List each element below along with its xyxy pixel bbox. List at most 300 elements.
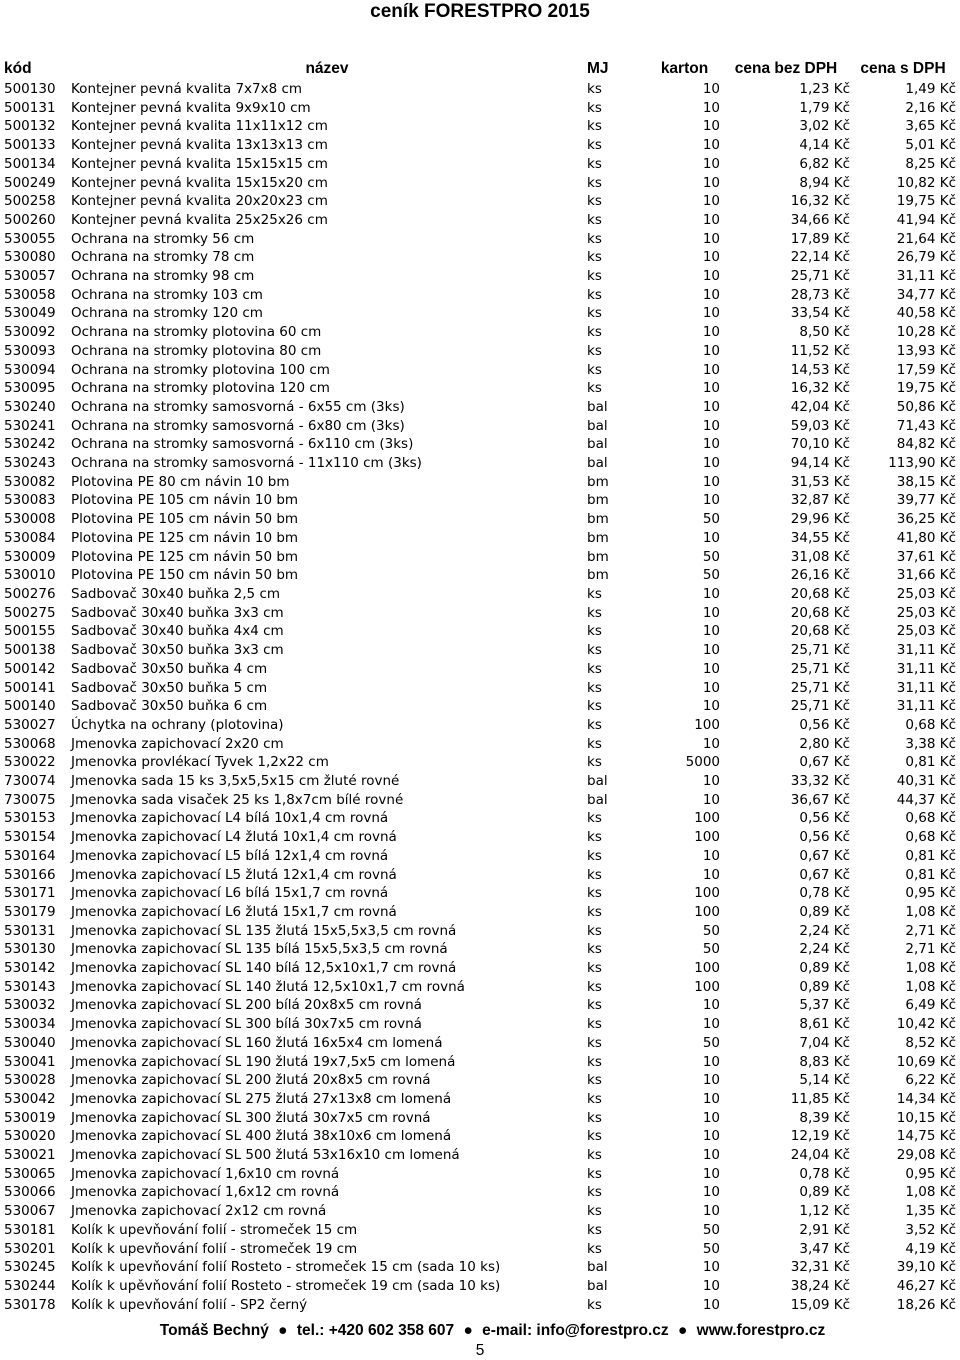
unit: ks (587, 324, 602, 341)
price-gross: 113,90 Kč (888, 455, 956, 472)
price-gross: 31,11 Kč (896, 642, 956, 659)
table-row (4, 117, 956, 136)
price-gross: 0,95 Kč (905, 885, 956, 902)
unit: bal (587, 436, 608, 453)
karton-qty: 50 (702, 941, 720, 958)
unit: ks (587, 1296, 602, 1313)
karton-qty: 10 (702, 473, 720, 490)
price-gross: 0,81 Kč (905, 754, 956, 771)
unit: ks (587, 754, 602, 771)
karton-qty: 10 (702, 1147, 720, 1164)
product-name: Jmenovka zapichovací SL 140 žlutá 12,5x10x1,7 cm rovná (71, 978, 465, 995)
product-code: 530143 (4, 978, 56, 995)
karton-qty: 10 (702, 249, 720, 266)
product-code: 530058 (4, 286, 56, 303)
price-net: 0,67 Kč (799, 866, 850, 883)
price-gross: 44,37 Kč (896, 791, 956, 808)
product-code: 500249 (4, 174, 56, 191)
product-name: Sadbovač 30x50 buňka 5 cm (71, 679, 268, 696)
price-gross: 17,59 Kč (896, 361, 956, 378)
product-name: Sadbovač 30x50 buňka 4 cm (71, 660, 268, 677)
unit: ks (587, 81, 602, 97)
price-gross: 2,71 Kč (905, 922, 956, 939)
table-row (4, 174, 956, 193)
table-row (4, 304, 956, 323)
table-row (4, 959, 956, 978)
table-row (4, 417, 956, 436)
price-net: 20,68 Kč (790, 585, 850, 602)
table-row (4, 660, 956, 679)
unit: ks (587, 829, 602, 846)
karton-qty: 10 (702, 99, 720, 116)
product-code: 530181 (4, 1221, 56, 1238)
product-code: 500132 (4, 118, 56, 135)
unit: ks (587, 679, 602, 696)
price-net: 8,61 Kč (799, 1016, 850, 1033)
table-row (4, 548, 956, 567)
unit: ks (587, 997, 602, 1014)
table-row (4, 585, 956, 604)
table-row (4, 379, 956, 398)
product-code: 530034 (4, 1016, 56, 1033)
unit: ks (587, 642, 602, 659)
table-row (4, 1221, 956, 1240)
price-net: 31,08 Kč (790, 548, 850, 565)
unit: ks (587, 922, 602, 939)
table-row (4, 1015, 956, 1034)
price-gross: 50,86 Kč (896, 398, 956, 415)
unit: ks (587, 1203, 602, 1220)
product-code: 530042 (4, 1090, 56, 1107)
table-row (4, 155, 956, 174)
unit: ks (587, 941, 602, 958)
karton-qty: 10 (702, 1128, 720, 1145)
unit: ks (587, 342, 602, 359)
product-code: 500138 (4, 642, 56, 659)
table-row (4, 136, 956, 155)
price-gross: 3,52 Kč (905, 1221, 956, 1238)
product-code: 530009 (4, 548, 56, 565)
price-gross: 14,75 Kč (896, 1128, 956, 1145)
product-code: 530083 (4, 492, 56, 509)
karton-qty: 100 (694, 885, 720, 902)
price-gross: 14,34 Kč (896, 1090, 956, 1107)
price-net: 59,03 Kč (790, 417, 850, 434)
unit: bal (587, 1278, 608, 1294)
table-row (4, 473, 956, 492)
product-name: Jmenovka zapichovací SL 200 bílá 20x8x5 cm rovná (71, 997, 422, 1014)
product-code: 530164 (4, 847, 56, 864)
price-gross: 39,10 Kč (896, 1259, 956, 1276)
price-net: 1,79 Kč (799, 99, 850, 116)
product-code: 530020 (4, 1128, 56, 1145)
karton-qty: 10 (702, 1165, 720, 1182)
price-gross: 25,03 Kč (896, 585, 956, 602)
price-net: 0,56 Kč (799, 829, 850, 846)
price-gross: 13,93 Kč (896, 342, 956, 359)
price-gross: 8,25 Kč (905, 155, 956, 172)
unit: ks (587, 99, 602, 116)
product-name: Sadbovač 30x40 buňka 2,5 cm (71, 585, 281, 602)
karton-qty: 100 (694, 903, 720, 920)
page-title: ceník FORESTPRO 2015 (370, 1, 590, 22)
table-row (4, 529, 956, 548)
table-row (4, 604, 956, 623)
product-code: 530068 (4, 735, 56, 752)
price-net: 24,04 Kč (790, 1147, 850, 1164)
price-net: 33,54 Kč (790, 305, 850, 322)
price-gross: 6,49 Kč (905, 997, 956, 1014)
price-net: 5,37 Kč (799, 997, 850, 1014)
unit: ks (587, 623, 602, 640)
price-net: 0,67 Kč (799, 754, 850, 771)
price-net: 8,83 Kč (799, 1053, 850, 1070)
price-gross: 2,71 Kč (905, 941, 956, 958)
karton-qty: 10 (702, 773, 720, 790)
product-name: Jmenovka sada visaček 25 ks 1,8x7cm bílé rovné (71, 791, 404, 808)
product-name: Ochrana na stromky 120 cm (71, 305, 263, 322)
page-number: 5 (475, 1342, 485, 1359)
product-code: 530242 (4, 436, 56, 453)
product-code: 500141 (4, 679, 56, 696)
karton-qty: 10 (702, 155, 720, 172)
price-gross: 3,65 Kč (905, 118, 956, 135)
karton-qty: 10 (702, 679, 720, 696)
header-price-gross: cena s DPH (860, 60, 946, 77)
price-gross: 10,69 Kč (896, 1053, 956, 1070)
unit: ks (587, 604, 602, 621)
table-row (4, 435, 956, 454)
karton-qty: 10 (702, 1203, 720, 1220)
product-name: Jmenovka provlékací Tyvek 1,2x22 cm (71, 754, 329, 771)
unit: ks (587, 1072, 602, 1089)
karton-qty: 10 (702, 268, 720, 285)
product-name: Kontejner pevná kvalita 9x9x10 cm (71, 99, 311, 116)
price-net: 3,02 Kč (799, 118, 850, 135)
price-net: 0,56 Kč (799, 810, 850, 827)
product-code: 730075 (4, 791, 56, 808)
price-gross: 40,58 Kč (896, 305, 956, 322)
price-net: 70,10 Kč (790, 436, 850, 453)
product-code: 530245 (4, 1259, 56, 1276)
product-name: Jmenovka zapichovací L4 bílá 10x1,4 cm rovná (71, 810, 389, 827)
unit: ks (587, 268, 602, 285)
unit: ks (587, 286, 602, 303)
price-net: 34,66 Kč (790, 211, 850, 228)
product-code: 530055 (4, 230, 56, 247)
price-net: 3,47 Kč (799, 1240, 850, 1257)
unit: ks (587, 698, 602, 715)
price-gross: 18,26 Kč (896, 1296, 956, 1313)
table-row (4, 1258, 956, 1277)
price-net: 16,32 Kč (790, 380, 850, 397)
product-code: 500275 (4, 604, 56, 621)
karton-qty: 10 (702, 1090, 720, 1107)
price-net: 34,55 Kč (790, 529, 850, 546)
product-name: Ochrana na stromky 78 cm (71, 249, 255, 266)
table-row (4, 80, 956, 99)
unit: ks (587, 1184, 602, 1201)
table-row (4, 248, 956, 267)
unit: ks (587, 1016, 602, 1033)
unit: ks (587, 305, 602, 322)
product-name: Plotovina PE 150 cm návin 50 bm (71, 567, 299, 584)
price-net: 33,32 Kč (790, 773, 850, 790)
product-name: Jmenovka zapichovací L4 žlutá 10x1,4 cm rovná (71, 829, 397, 846)
karton-qty: 50 (702, 548, 720, 565)
price-net: 17,89 Kč (790, 230, 850, 247)
karton-qty: 10 (702, 585, 720, 602)
table-row (4, 99, 956, 118)
table-row (4, 323, 956, 342)
karton-qty: 10 (702, 791, 720, 808)
product-code: 530241 (4, 417, 56, 434)
karton-qty: 5000 (685, 754, 720, 771)
karton-qty: 10 (702, 1278, 720, 1294)
table-body (4, 80, 956, 1314)
price-gross: 84,82 Kč (896, 436, 956, 453)
unit: ks (587, 716, 602, 733)
karton-qty: 100 (694, 810, 720, 827)
price-net: 25,71 Kč (790, 679, 850, 696)
table-row (4, 1090, 956, 1109)
price-net: 32,31 Kč (790, 1259, 850, 1276)
product-code: 530021 (4, 1147, 56, 1164)
product-code: 530171 (4, 885, 56, 902)
table-row (4, 1071, 956, 1090)
price-net: 94,14 Kč (790, 455, 850, 472)
table-row (4, 641, 956, 660)
unit: bal (587, 455, 608, 472)
price-gross: 10,15 Kč (896, 1109, 956, 1126)
product-code: 530022 (4, 754, 56, 771)
price-net: 1,12 Kč (799, 1203, 850, 1220)
karton-qty: 10 (702, 1109, 720, 1126)
product-code: 500142 (4, 660, 56, 677)
unit: ks (587, 1165, 602, 1182)
karton-qty: 10 (702, 735, 720, 752)
karton-qty: 10 (702, 1053, 720, 1070)
product-name: Jmenovka zapichovací SL 190 žlutá 19x7,5x5 cm lomená (71, 1053, 456, 1070)
product-name: Jmenovka zapichovací SL 400 žlutá 38x10x6 cm lomená (71, 1128, 452, 1145)
unit: bal (587, 398, 608, 415)
header-name: název (305, 60, 349, 77)
product-code: 530019 (4, 1109, 56, 1126)
product-code: 530065 (4, 1165, 56, 1182)
price-net: 25,71 Kč (790, 698, 850, 715)
product-code: 530032 (4, 997, 56, 1014)
price-net: 25,71 Kč (790, 642, 850, 659)
product-name: Kontejner pevná kvalita 13x13x13 cm (71, 137, 328, 154)
header-price-net: cena bez DPH (734, 60, 838, 77)
table-row (4, 772, 956, 791)
price-net: 14,53 Kč (790, 361, 850, 378)
unit: ks (587, 1090, 602, 1107)
product-code: 500276 (4, 585, 56, 602)
price-gross: 40,31 Kč (896, 773, 956, 790)
unit: ks (587, 660, 602, 677)
unit: bm (587, 567, 609, 584)
product-name: Jmenovka zapichovací L5 bílá 12x1,4 cm rovná (71, 847, 389, 864)
table-row (4, 622, 956, 641)
unit: bm (587, 492, 609, 509)
price-net: 38,24 Kč (790, 1278, 850, 1294)
product-name: Úchytka na ochrany (plotovina) (71, 716, 284, 733)
price-gross: 3,38 Kč (905, 735, 956, 752)
unit: ks (587, 978, 602, 995)
table-row (4, 996, 956, 1015)
unit: ks (587, 118, 602, 135)
karton-qty: 10 (702, 398, 720, 415)
price-gross: 41,94 Kč (896, 211, 956, 228)
table-row (4, 866, 956, 885)
price-net: 20,68 Kč (790, 623, 850, 640)
product-name: Jmenovka zapichovací SL 300 žlutá 30x7x5 cm rovná (71, 1109, 431, 1126)
karton-qty: 10 (702, 529, 720, 546)
product-name: Jmenovka zapichovací SL 200 žlutá 20x8x5 cm rovná (71, 1072, 431, 1089)
price-net: 7,04 Kč (799, 1034, 850, 1051)
price-gross: 4,19 Kč (905, 1240, 956, 1257)
price-gross: 1,08 Kč (905, 978, 956, 995)
footer-phone: tel.: +420 602 358 607 (296, 1322, 455, 1339)
price-gross: 1,08 Kč (905, 1184, 956, 1201)
product-name: Jmenovka zapichovací SL 500 žlutá 53x16x10 cm lomená (71, 1147, 460, 1164)
table-row (4, 1053, 956, 1072)
price-gross: 36,25 Kč (896, 511, 956, 528)
unit: ks (587, 155, 602, 172)
product-name: Kolík k upevňování folií Rosteto - stromeček 15 cm (sada 10 ks) (71, 1259, 501, 1276)
karton-qty: 50 (702, 567, 720, 584)
karton-qty: 10 (702, 997, 720, 1014)
table-row (4, 940, 956, 959)
table-row (4, 342, 956, 361)
karton-qty: 10 (702, 305, 720, 322)
karton-qty: 10 (702, 1296, 720, 1313)
price-gross: 21,64 Kč (896, 230, 956, 247)
price-net: 0,67 Kč (799, 847, 850, 864)
table-row (4, 192, 956, 211)
karton-qty: 10 (702, 361, 720, 378)
price-gross: 10,28 Kč (896, 324, 956, 341)
price-gross: 1,49 Kč (905, 81, 956, 97)
unit: ks (587, 903, 602, 920)
product-code: 500134 (4, 155, 56, 172)
product-code: 530028 (4, 1072, 56, 1089)
table-row (4, 903, 956, 922)
price-gross: 6,22 Kč (905, 1072, 956, 1089)
karton-qty: 10 (702, 417, 720, 434)
karton-qty: 10 (702, 230, 720, 247)
karton-qty: 10 (702, 866, 720, 883)
price-gross: 0,81 Kč (905, 866, 956, 883)
price-net: 28,73 Kč (790, 286, 850, 303)
product-name: Ochrana na stromky samosvorná - 11x110 cm (3ks) (71, 455, 422, 472)
product-name: Sadbovač 30x50 buňka 6 cm (71, 698, 268, 715)
product-name: Sadbovač 30x50 buňka 3x3 cm (71, 642, 284, 659)
karton-qty: 10 (702, 492, 720, 509)
karton-qty: 50 (702, 1221, 720, 1238)
price-net: 2,91 Kč (799, 1221, 850, 1238)
unit: ks (587, 174, 602, 191)
product-code: 530244 (4, 1278, 56, 1294)
price-net: 0,89 Kč (799, 960, 850, 977)
product-code: 530027 (4, 716, 56, 733)
price-gross: 2,16 Kč (905, 99, 956, 116)
price-net: 36,67 Kč (790, 791, 850, 808)
price-gross: 19,75 Kč (896, 380, 956, 397)
price-net: 6,82 Kč (799, 155, 850, 172)
price-gross: 0,81 Kč (905, 847, 956, 864)
table-row (4, 978, 956, 997)
karton-qty: 10 (702, 623, 720, 640)
price-gross: 38,15 Kč (896, 473, 956, 490)
karton-qty: 10 (702, 174, 720, 191)
product-name: Plotovina PE 80 cm návin 10 bm (71, 473, 290, 490)
header-unit: MJ (587, 60, 609, 77)
karton-qty: 10 (702, 698, 720, 715)
header-karton: karton (660, 60, 709, 77)
karton-qty: 50 (702, 511, 720, 528)
price-gross: 25,03 Kč (896, 623, 956, 640)
price-net: 22,14 Kč (790, 249, 850, 266)
product-name: Plotovina PE 125 cm návin 10 bm (71, 529, 299, 546)
karton-qty: 100 (694, 978, 720, 995)
table-row (4, 211, 956, 230)
product-code: 500133 (4, 137, 56, 154)
unit: ks (587, 885, 602, 902)
price-net: 0,89 Kč (799, 1184, 850, 1201)
product-code: 530067 (4, 1203, 56, 1220)
product-code: 530082 (4, 473, 56, 490)
unit: bm (587, 473, 609, 490)
table-row (4, 230, 956, 249)
unit: ks (587, 585, 602, 602)
karton-qty: 10 (702, 1259, 720, 1276)
unit: bm (587, 529, 609, 546)
karton-qty: 10 (702, 604, 720, 621)
price-gross: 41,80 Kč (896, 529, 956, 546)
price-gross: 0,68 Kč (905, 716, 956, 733)
karton-qty: 10 (702, 118, 720, 135)
unit: ks (587, 193, 602, 210)
table-row (4, 735, 956, 754)
karton-qty: 10 (702, 1184, 720, 1201)
price-net: 32,87 Kč (790, 492, 850, 509)
product-code: 530142 (4, 960, 56, 977)
unit: bal (587, 417, 608, 434)
table-row (4, 491, 956, 510)
product-name: Ochrana na stromky plotovina 60 cm (71, 324, 322, 341)
karton-qty: 50 (702, 1034, 720, 1051)
price-gross: 0,68 Kč (905, 810, 956, 827)
product-name: Jmenovka zapichovací L6 bílá 15x1,7 cm rovná (71, 885, 389, 902)
product-code: 530080 (4, 249, 56, 266)
unit: bal (587, 773, 608, 790)
price-net: 0,78 Kč (799, 885, 850, 902)
price-gross: 19,75 Kč (896, 193, 956, 210)
price-net: 15,09 Kč (790, 1296, 850, 1313)
product-name: Ochrana na stromky plotovina 120 cm (71, 380, 330, 397)
table-row (4, 398, 956, 417)
price-gross: 0,95 Kč (905, 1165, 956, 1182)
price-gross: 71,43 Kč (896, 417, 956, 434)
price-net: 25,71 Kč (790, 268, 850, 285)
unit: ks (587, 810, 602, 827)
unit: ks (587, 1128, 602, 1145)
unit: ks (587, 1240, 602, 1257)
price-net: 0,78 Kč (799, 1165, 850, 1182)
price-net: 42,04 Kč (790, 398, 850, 415)
